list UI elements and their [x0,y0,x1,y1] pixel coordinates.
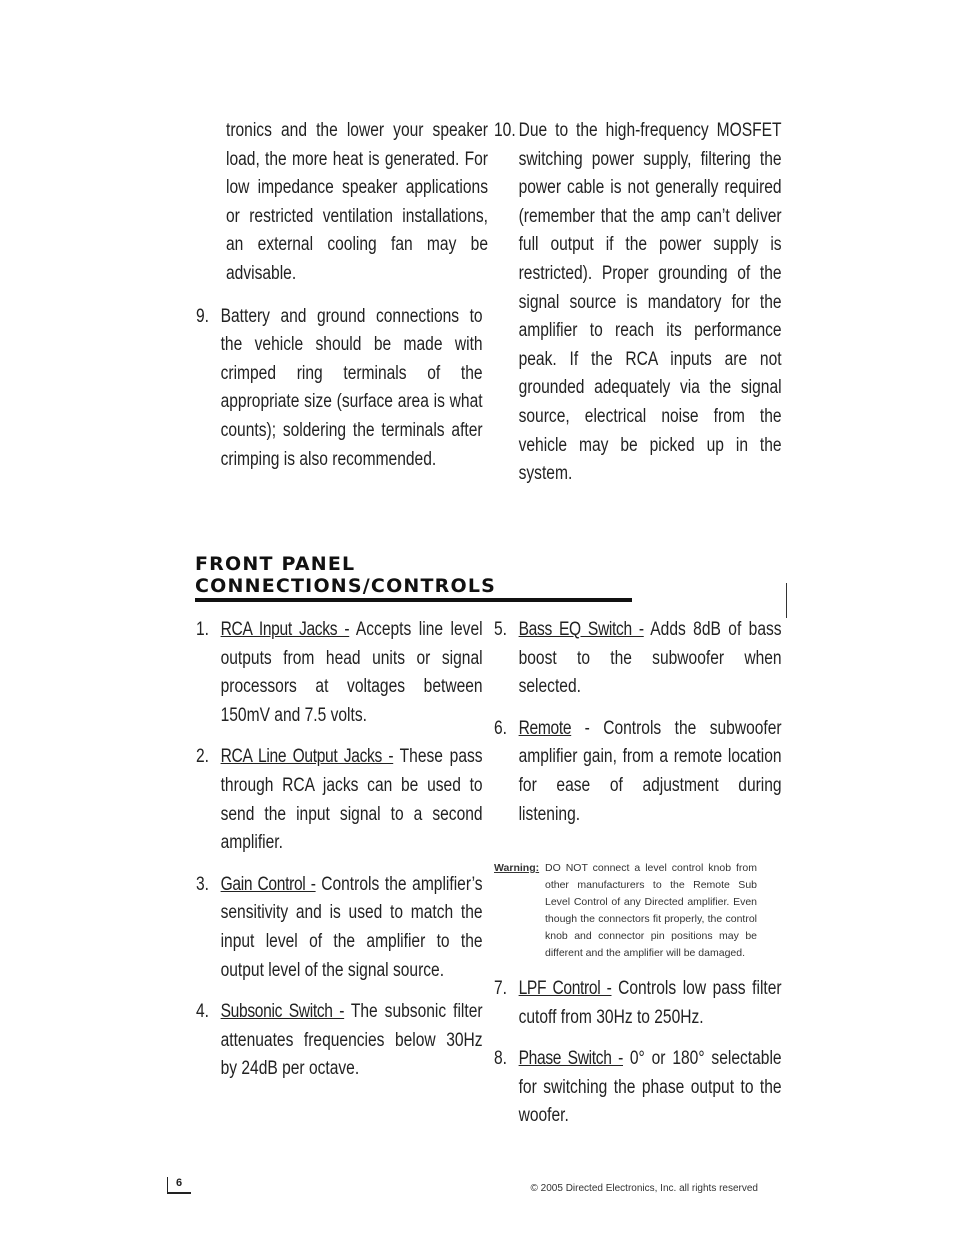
section-heading: FRONT PANEL CONNECTIONS/CONTROLS [195,553,632,602]
list-item [196,743,483,857]
item-number: 7. [494,978,508,999]
list-item [494,1045,782,1131]
item-text: These pass through RCA jacks can be used to send the input signal to a second amplifier. [220,746,483,854]
warning-label: Warning: [494,862,540,874]
item-number: 9. [196,305,210,327]
page-number: 6 [167,1177,191,1194]
item-text: Due to the high-frequency MOSFET switching power supply, filtering the power cable is not generally required (remember that the amp can’t deliver full output if the power supply is restricted). Proper grounding of the signal source is mandatory for the amplifier to reach its performance peak. If the RCA inputs are not grounded adequately via the signal source, electrical noise from the vehicle may be picked up in the system. [518,120,782,485]
item-text: - Controls the subwoofer amplifier gain, from a remote location for ease of adjustment during listening. [518,717,782,825]
bottom-right-column-lower [494,975,782,1144]
item-text: Battery and ground connections to the vehicle should be made with crimped ring terminals of the appropriate size (surface area is what counts); soldering the terminals after crimping is also recommended. [220,305,483,470]
item-number: 4. [196,1001,210,1023]
vertical-rule [786,583,787,618]
item-number: 8. [494,1048,508,1070]
continuation-paragraph: tronics and the lower your speaker load, the more heat is generated. For low impedance speaker applications or restricted ventilation installations, an external cooling fan may be advisable. [226,120,488,284]
bottom-right-column-upper [494,616,782,842]
item-number: 3. [196,873,210,895]
item-number: 5. [494,619,508,640]
item-text: Controls low pass filter cutoff from 30Hz to 250Hz. [518,978,782,1028]
item-term: Bass EQ Switch - [518,619,644,640]
item-term: Gain Control - [220,873,316,895]
item-number: 10. [494,120,516,141]
list-item [196,871,483,985]
item-text: Accepts line level outputs from head units or signal processors at voltages between 150mV and 7.5 volts. [220,619,483,726]
item-number: 6. [494,717,508,739]
item-text: Adds 8dB of bass boost to the subwoofer when selected. [518,619,782,698]
bottom-left-column [196,616,483,1097]
item-term: RCA Input Jacks - [220,619,350,640]
item-number: 1. [196,619,210,640]
list-item [196,616,483,730]
item-number: 2. [196,746,210,768]
item-text: 0° or 180° selectable for switching the phase output to the woofer. [518,1048,782,1127]
item-text: The subsonic filter attenuates frequencies below 30Hz by 24dB per octave. [220,1001,483,1080]
top-right-column [494,117,782,502]
list-item [494,117,782,489]
list-item [196,303,483,475]
warning-text: DO NOT connect a level control knob from other manufacturers to the Remote Sub Level Control of any Directed amplifier. Even though the connectors fit properly, the control knob and connector pin positions may be different and the amplifier will be damaged. [545,862,757,959]
list-item [494,975,782,1032]
item-term: RCA Line Output Jacks - [220,746,394,768]
item-text: Controls the amplifier’s sensitivity and is used to match the input level of the amplifier to the output level of the signal source. [220,873,483,981]
item-term: LPF Control - [518,978,612,999]
list-item [196,998,483,1084]
list-item [494,715,782,829]
item-term: Remote [518,717,572,739]
warning-note [494,860,757,962]
list-item [494,616,782,702]
top-left-column [196,117,488,487]
copyright-notice: © 2005 Directed Electronics, Inc. all rights reserved [530,1183,758,1194]
item-term: Subsonic Switch - [220,1001,345,1023]
item-term: Phase Switch - [518,1048,623,1070]
